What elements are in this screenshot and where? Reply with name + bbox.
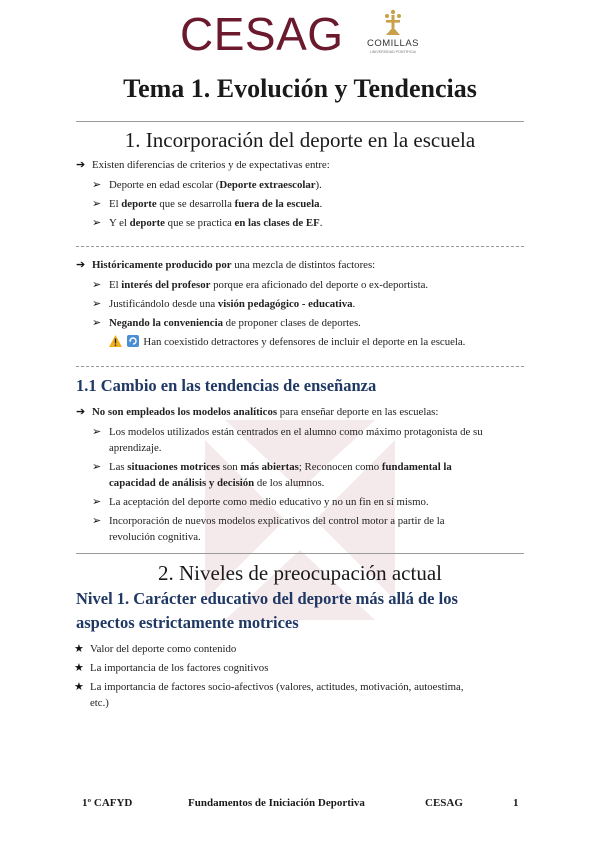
list-item-continuation: aprendizaje.	[109, 442, 162, 454]
dashed-divider	[76, 246, 524, 247]
star-bullet-icon: ★	[74, 643, 84, 655]
comillas-logo	[362, 8, 424, 54]
warning-icon	[109, 335, 122, 347]
divider	[76, 553, 524, 554]
footer-course: 1º CAFYD	[82, 797, 133, 809]
refresh-icon	[127, 335, 139, 347]
arrowhead-bullet-icon: ➢	[92, 515, 102, 527]
arrowhead-bullet-icon: ➢	[92, 279, 102, 291]
list-item: La importancia de factores socio-afectivos (valores, actitudes, motivación, autoestima,	[90, 681, 464, 693]
comillas-subtitle: UNIVERSIDAD PONTIFICIA	[370, 50, 416, 54]
list-item: Y el deporte que se practica en las clases de EF.	[109, 217, 323, 229]
arrowhead-bullet-icon: ➢	[92, 217, 102, 229]
list-item-continuation: revolución cognitiva.	[109, 531, 201, 543]
page-number: 1	[513, 797, 519, 809]
page-title: Tema 1. Evolución y Tendencias	[123, 74, 477, 103]
footer-subject: Fundamentos de Iniciación Deportiva	[188, 797, 365, 809]
arrowhead-bullet-icon: ➢	[92, 179, 102, 191]
list-item: La aceptación del deporte como medio educativo y no un fin en sí mismo.	[109, 496, 429, 508]
comillas-name: COMILLAS	[366, 38, 420, 49]
footer-school: CESAG	[425, 797, 463, 809]
note-line	[109, 335, 465, 349]
arrow-bullet-icon: ➔	[76, 259, 86, 271]
arrowhead-bullet-icon: ➢	[92, 496, 102, 508]
star-bullet-icon: ★	[74, 662, 84, 674]
note-text: Han coexistido detractores y defensores de incluir el deporte en la escuela.	[143, 336, 466, 348]
list-item: Las situaciones motrices son más abiertas; Reconocen como fundamental la	[109, 461, 452, 473]
level-1-heading: Nivel 1. Carácter educativo del deporte más allá de los	[76, 589, 458, 608]
list-item: Negando la conveniencia de proponer clases de deportes.	[109, 317, 361, 329]
level-1-heading-continuation: aspectos estrictamente motrices	[76, 613, 299, 632]
star-bullet-icon: ★	[74, 681, 84, 693]
arrowhead-bullet-icon: ➢	[92, 461, 102, 473]
list-item: La importancia de los factores cognitivos	[90, 662, 269, 674]
list-item-continuation: capacidad de análisis y decisión de los alumnos.	[109, 477, 325, 489]
list-item: El deporte que se desarrolla fuera de la escuela.	[109, 198, 323, 210]
divider	[76, 121, 524, 122]
list-intro: No son empleados los modelos analíticos para enseñar deporte en las escuelas:	[92, 406, 439, 418]
dashed-divider	[76, 366, 524, 367]
list-item: El interés del profesor porque era aficionado del deporte o ex-deportista.	[109, 279, 429, 291]
arrowhead-bullet-icon: ➢	[92, 426, 102, 438]
cesag-logo: CESAG	[180, 8, 344, 60]
list-item: Valor del deporte como contenido	[90, 643, 237, 655]
section-1-1-heading: 1.1 Cambio en las tendencias de enseñanza	[76, 376, 377, 395]
arrow-bullet-icon: ➔	[76, 159, 86, 171]
list-item: Justificándolo desde una visión pedagógico - educativa.	[109, 298, 356, 310]
list-item: Los modelos utilizados están centrados en el alumno como máximo protagonista de su	[109, 426, 483, 438]
list-item: Deporte en edad escolar (Deporte extraescolar).	[109, 179, 322, 191]
arrowhead-bullet-icon: ➢	[92, 198, 102, 210]
list-item: Incorporación de nuevos modelos explicativos del control motor a partir de la	[109, 515, 445, 527]
list-item-continuation: etc.)	[90, 697, 109, 709]
list-intro: Históricamente producido por una mezcla de distintos factores:	[92, 259, 376, 271]
arrow-bullet-icon: ➔	[76, 406, 86, 418]
arrowhead-bullet-icon: ➢	[92, 298, 102, 310]
header-logos	[0, 6, 600, 64]
comillas-crest-icon	[378, 8, 408, 36]
section-1-heading: 1. Incorporación del deporte en la escuela	[124, 128, 476, 152]
list-intro: Existen diferencias de criterios y de expectativas entre:	[92, 159, 330, 171]
section-2-heading: 2. Niveles de preocupación actual	[158, 561, 442, 585]
arrowhead-bullet-icon: ➢	[92, 317, 102, 329]
